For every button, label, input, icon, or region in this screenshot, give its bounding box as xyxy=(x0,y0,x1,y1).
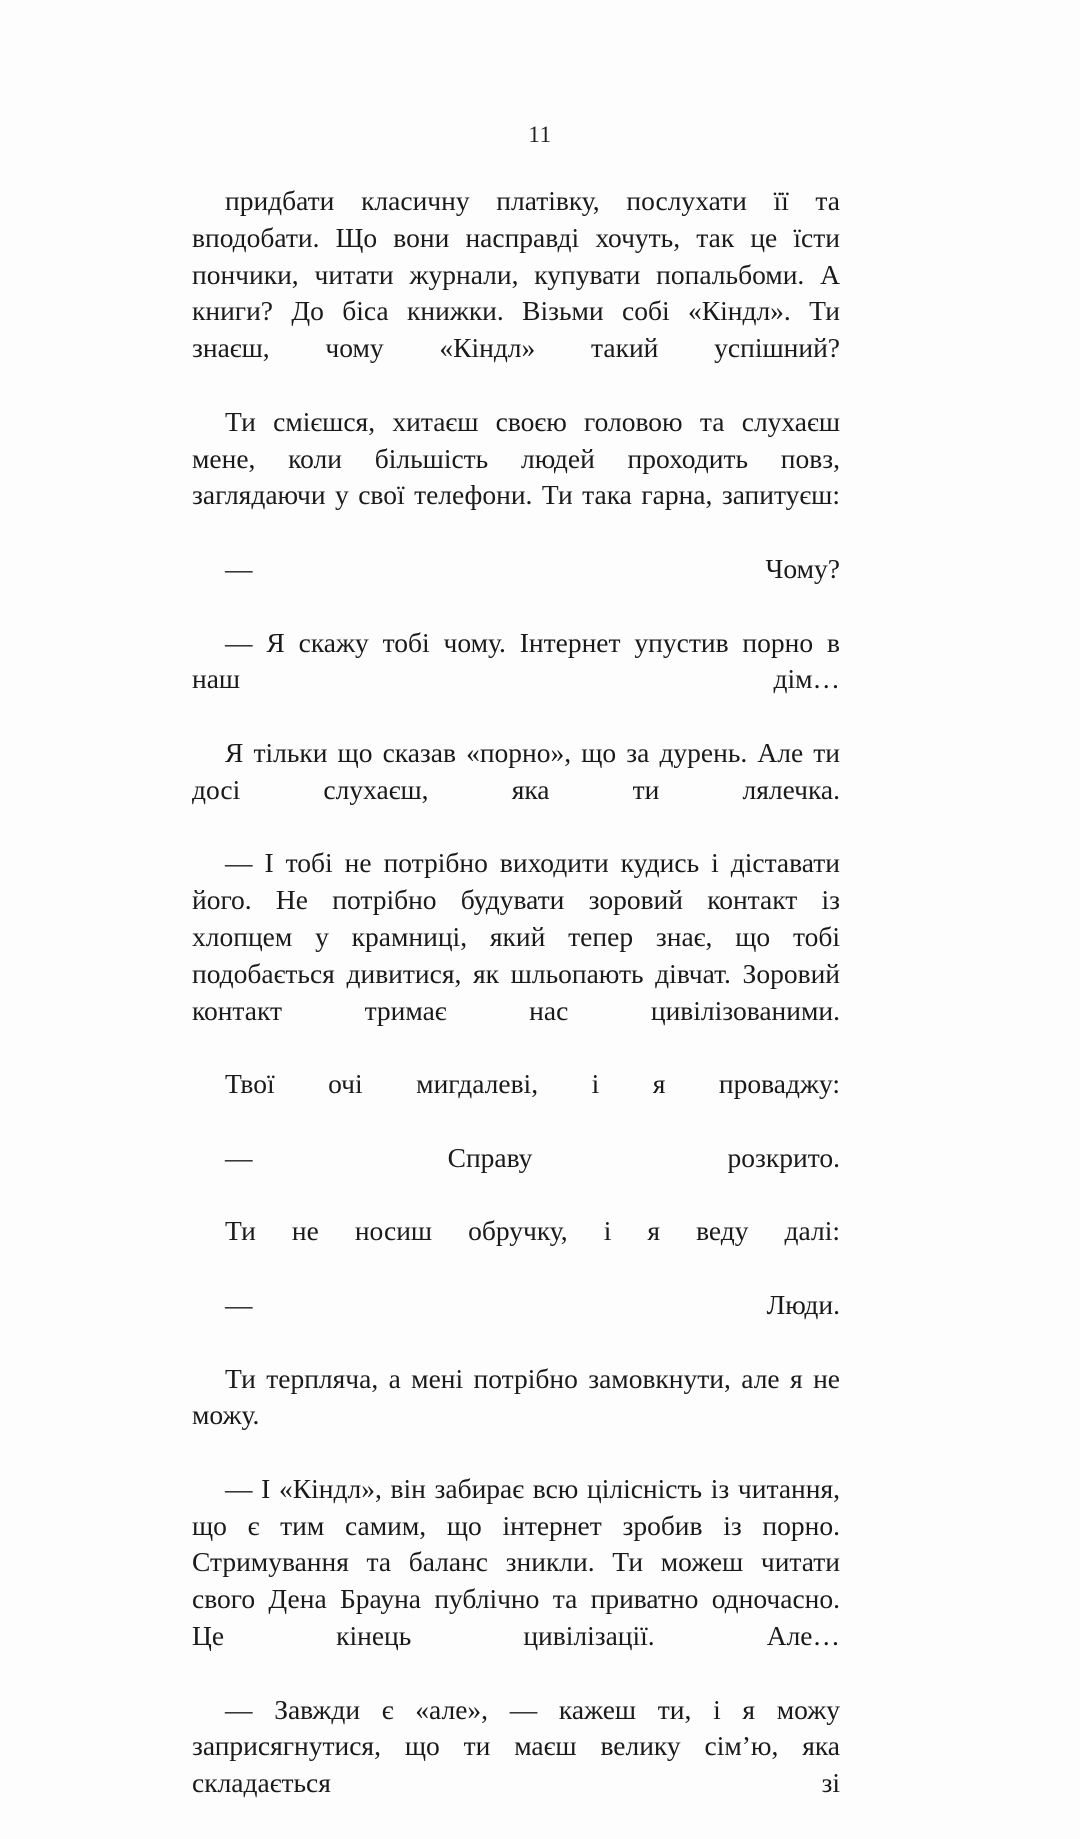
paragraph: — І тобі не потрібно виходити кудись і діставати його. Не потрібно будувати зоровий контакт із хлопцем у крамниці, який тепер знає, що тобі подобається дивитися, як шльопають дівчат. Зоровий контакт тримає нас цивілізованими. xyxy=(192,847,840,1026)
paragraph: Я тільки що сказав «порно», що за дурень. Але ти досі слухаєш, яка ти лялечка. xyxy=(192,736,840,805)
paragraph: — І «Кіндл», він забирає всю цілісність із читання, що є тим самим, що інтернет зробив із порно. Стримування та баланс зникли. Ти можеш читати свого Дена Брауна публічно та приватно одночасно. Це кінець цивілізації. Але… xyxy=(192,1472,840,1652)
paragraph: придбати класичну платівку, послухати її та вподобати. Що вони насправді хочуть, так це їсти пончики, читати журнали, купувати попальбоми. А книги? До біса книжки. Візьми собі «Кіндл». Ти знаєш, чому «Кіндл» такий успішний? xyxy=(192,185,840,364)
page-number: 11 xyxy=(528,122,552,147)
paragraph: — Справу розкрито. xyxy=(225,1141,840,1173)
body-text-block xyxy=(192,183,840,1839)
paragraph: — Чому? xyxy=(225,552,840,584)
paragraph: Ти смієшся, хитаєш своєю головою та слухаєш мене, коли більшість людей проходить повз, заглядаючи у свої телефони. Ти така гарна, запитуєш: xyxy=(192,405,840,511)
paragraph: Ти терпляча, а мені потрібно замовкнути, але я не можу. xyxy=(192,1362,840,1431)
paragraph: Твої очі мигдалеві, і я проваджу: xyxy=(225,1068,840,1100)
paragraph: — Завжди є «але», — кажеш ти, і я можу заприсягнутися, що ти маєш велику сім’ю, яка складається зі xyxy=(192,1693,840,1799)
paragraph: — Я скажу тобі чому. Інтернет упустив порно в наш дім… xyxy=(192,626,840,695)
paragraph: Ти не носиш обручку, і я веду далі: xyxy=(225,1215,840,1247)
paragraph: — Люди. xyxy=(225,1288,840,1320)
